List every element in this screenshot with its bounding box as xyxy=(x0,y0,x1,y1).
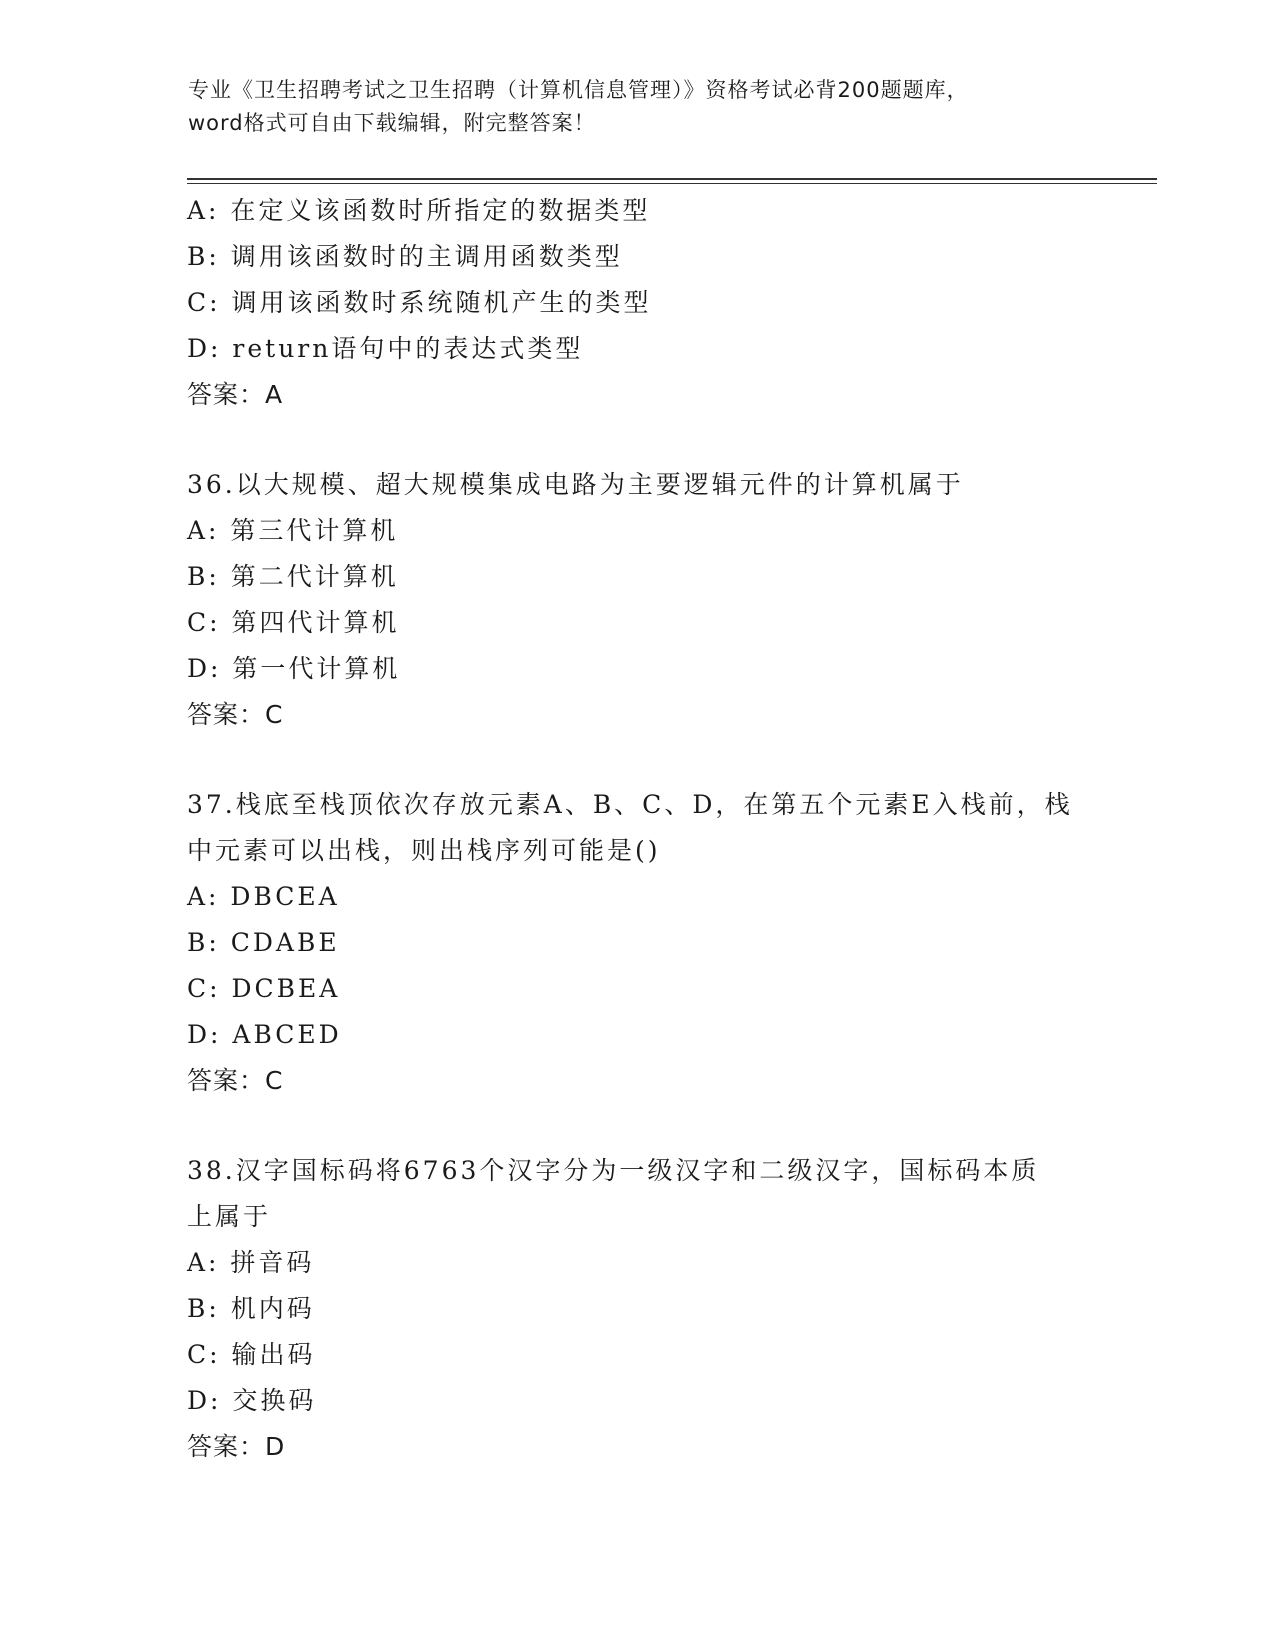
option-b: B: 第二代计算机 xyxy=(187,562,399,591)
answer-label: 答案：A xyxy=(187,380,284,409)
question-38 xyxy=(187,1148,1187,1470)
answer-label: 答案：C xyxy=(187,700,284,729)
header-divider xyxy=(187,178,1157,184)
document-header xyxy=(188,74,1088,140)
option-b: B: 机内码 xyxy=(187,1294,315,1323)
question-stem-line-2: 上属于 xyxy=(187,1202,272,1231)
option-a: A: 拼音码 xyxy=(187,1248,315,1277)
question-36 xyxy=(187,462,1187,738)
question-stem: 36.以大规模、超大规模集成电路为主要逻辑元件的计算机属于 xyxy=(187,470,964,499)
spacer xyxy=(187,418,1187,462)
option-d: D: 第一代计算机 xyxy=(187,654,401,683)
answer-label: 答案：C xyxy=(187,1066,284,1095)
question-stem-line-1: 38.汉字国标码将6763个汉字分为一级汉字和二级汉字，国标码本质 xyxy=(187,1156,1040,1185)
option-a: A: 在定义该函数时所指定的数据类型 xyxy=(187,196,651,225)
question-37 xyxy=(187,782,1187,1104)
option-d: D: 交换码 xyxy=(187,1386,317,1415)
question-35 xyxy=(187,188,1187,418)
question-stem-line-2: 中元素可以出栈，则出栈序列可能是() xyxy=(187,836,661,865)
option-c: C: 输出码 xyxy=(187,1340,316,1369)
option-c: C: 调用该函数时系统随机产生的类型 xyxy=(187,288,652,317)
question-stem-line-1: 37.栈底至栈顶依次存放元素A、B、C、D，在第五个元素E入栈前，栈 xyxy=(187,790,1073,819)
answer-label: 答案：D xyxy=(187,1432,286,1461)
option-c: C: DCBEA xyxy=(187,974,341,1003)
option-b: B: 调用该函数时的主调用函数类型 xyxy=(187,242,623,271)
option-b: B: CDABE xyxy=(187,928,340,957)
option-d: D: ABCED xyxy=(187,1020,342,1049)
option-a: A: 第三代计算机 xyxy=(187,516,399,545)
header-title-line-2: word格式可自由下载编辑，附完整答案！ xyxy=(188,111,596,135)
question-list xyxy=(187,188,1187,1470)
option-c: C: 第四代计算机 xyxy=(187,608,400,637)
header-title-line-1: 专业《卫生招聘考试之卫生招聘（计算机信息管理）》资格考试必背200题题库， xyxy=(188,78,969,102)
option-d: D: return语句中的表达式类型 xyxy=(187,334,584,363)
spacer xyxy=(187,1104,1187,1148)
spacer xyxy=(187,738,1187,782)
option-a: A: DBCEA xyxy=(187,882,340,911)
